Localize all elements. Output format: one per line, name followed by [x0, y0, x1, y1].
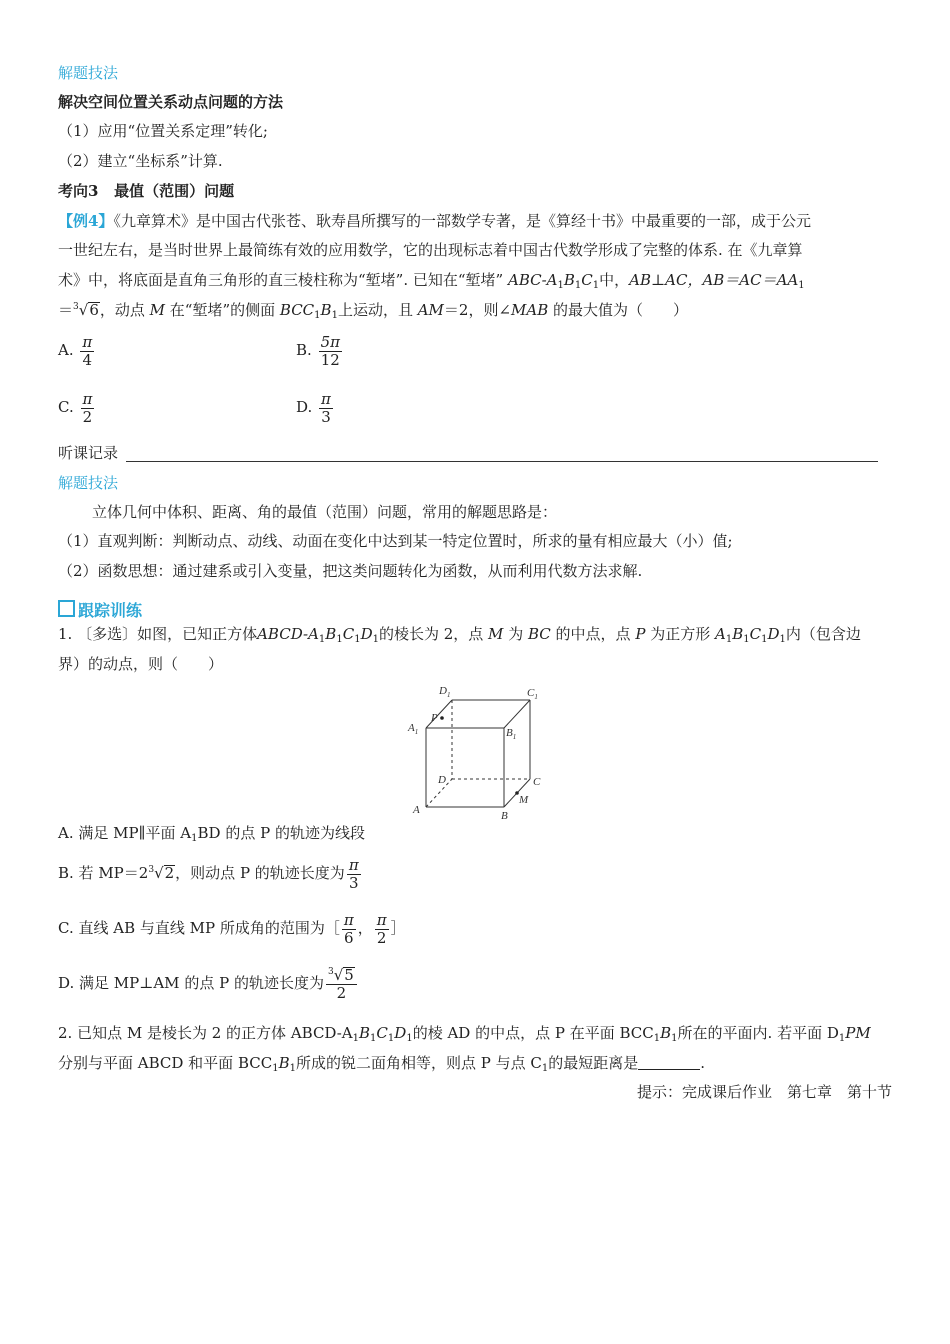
label-p: P	[431, 712, 438, 724]
example4-line4: ＝$^3$√6，动点 M 在“堑堵”的侧面 $BCC_1B_1$上运动，且 AM＝2，则∠MAB 的最大值为（ ）	[58, 301, 689, 321]
option-label: C.	[58, 398, 74, 416]
technique-line: （2）建立“坐标系”计算.	[58, 152, 223, 170]
example-tag: 【例4】	[58, 212, 114, 230]
technique-heading-2: 解题技法	[58, 474, 119, 492]
fraction-numerator: π	[343, 911, 354, 929]
option-label: D.	[296, 398, 313, 416]
fraction-numerator: 5π	[320, 333, 340, 351]
fraction-numerator: π	[82, 390, 93, 408]
kaoxiang-number: 考向3	[58, 182, 99, 200]
example4-line3: 术》中，将底面是直角三角形的直三棱柱称为“堑堵”. 已知在“堑堵” ABC-$A_1B_1C_1$中，AB⊥AC，$AB=AC=AA_1$	[58, 271, 805, 291]
root-value: 6	[89, 301, 99, 319]
text: 为正方形	[650, 625, 711, 643]
option-label: B.	[296, 341, 312, 359]
q1-option-d[interactable]: D. 满足 MP⊥AM 的点 P 的轨迹长度为 $\frac{^3√5}{2}$	[58, 967, 359, 1001]
fraction-denominator: 3	[348, 873, 359, 892]
point-p	[440, 716, 444, 720]
text: ］	[390, 919, 406, 937]
q2-line2: 分别与平面 ABCD 和平面 $BCC_1B_1$所成的锐二面角相等，则点 P 与点 $C_1$的最短距离是 .	[58, 1054, 706, 1074]
text: 分别与平面 ABCD 和平面 BCC	[58, 1054, 273, 1072]
kaoxiang-3	[58, 184, 234, 199]
hint-footer: 提示：完成课后作业 第七章 第十节	[636, 1083, 892, 1101]
kaoxiang-title: 最值（范围）问题	[114, 182, 235, 200]
tracking-practice-title	[58, 600, 142, 619]
fraction-denominator: 2	[376, 928, 387, 947]
text: A. 满足 MP∥平面 A	[58, 824, 192, 842]
technique-line: （2）函数思想：通过建系或引入变量，把这类问题转化为函数，从而利用代数方法求解.	[58, 562, 643, 580]
example4-option-b[interactable]	[296, 334, 344, 368]
text: ，动点	[99, 301, 150, 319]
q2-line1: 2. 已知点 M 是棱长为 2 的正方体 ABCD-$A_1B_1C_1D_1$的棱 AD 的中点，点 P 在平面 $BCC_1B_1$所在的平面内. 若平面 $D_1PM$	[58, 1024, 871, 1044]
text: ，则动点 P 的轨迹长度为	[175, 864, 345, 882]
example4-option-d[interactable]	[296, 391, 335, 425]
technique-line: 立体几何中体积、距离、角的最值（范围）问题，常用的解题思路是：	[92, 503, 558, 521]
text: PM	[845, 1024, 871, 1042]
q1-option-a[interactable]: A. 满足 MP∥平面 $A_1BD$ 的点 P 的轨迹为线段	[58, 824, 365, 844]
label-c1: $C_1$	[527, 687, 538, 701]
text: 术》中，将底面是直角三角形的直三棱柱称为“堑堵”. 已知在“堑堵”	[58, 271, 504, 289]
fraction-numerator: π	[376, 911, 387, 929]
label-m: M	[519, 794, 529, 806]
text: .	[700, 1054, 706, 1072]
fraction-denominator: 3	[321, 407, 331, 426]
text: 跟踪训练	[78, 601, 143, 620]
text: 的最短距离是	[548, 1054, 639, 1072]
technique-heading-1: 解题技法	[58, 64, 119, 82]
q1-line1: 1. 〔多选〕如图，已知正方体ABCD-$A_1B_1C_1D_1$的棱长为 2，点 M 为 BC 的中点，点 P 为正方形 $A_1B_1C_1D_1$内（包含边	[58, 625, 861, 645]
text: C. 直线 AB 与直线 MP 所成角的范围为［	[58, 919, 340, 937]
math: AB⊥AC，AB＝AC＝AA	[629, 271, 799, 289]
checkbox-icon	[58, 600, 75, 617]
text: D. 满足 MP⊥AM 的点 P 的轨迹长度为	[58, 974, 324, 992]
text: 的中点，点	[555, 625, 631, 643]
technique-line: （1）应用“位置关系定理”转化;	[58, 122, 268, 140]
fraction-denominator: 2	[82, 407, 93, 426]
text: 内（包含边	[785, 625, 861, 643]
q1-option-c[interactable]	[58, 912, 406, 946]
text: ＝	[58, 301, 74, 319]
root-value: 2	[164, 864, 175, 882]
label-b1: $B_1$	[506, 727, 517, 741]
example4-option-a[interactable]	[58, 334, 96, 368]
answer-blank[interactable]	[638, 1069, 700, 1070]
example4-line1	[58, 214, 811, 229]
fraction-numerator: π	[348, 856, 359, 874]
cube-figure	[400, 680, 560, 822]
label-a1: $A_1$	[408, 722, 419, 736]
cube-edge	[426, 700, 452, 728]
listen-record-label: 听课记录	[58, 444, 119, 462]
example4-option-c[interactable]	[58, 391, 96, 425]
fraction-numerator: π	[321, 390, 331, 408]
fraction-denominator: 12	[320, 350, 340, 369]
listen-record-line[interactable]	[126, 461, 878, 462]
text: 的棱长为 2，点	[378, 625, 484, 643]
text: 所成的锐二面角相等，则点 P 与点 C	[295, 1054, 542, 1072]
text: BD 的点 P 的轨迹为线段	[197, 824, 365, 842]
text: 2. 已知点 M 是棱长为 2 的正方体 ABCD-A	[58, 1024, 353, 1042]
text: 中，	[599, 271, 630, 289]
text: 的最大值为（ ）	[553, 301, 689, 319]
technique-line: （1）直观判断：判断动点、动线、动面在变化中达到某一特定位置时，所求的量有相应最大（小）值;	[58, 532, 733, 550]
technique-title-1: 解决空间位置关系动点问题的方法	[58, 93, 284, 111]
label-c: C	[533, 776, 541, 788]
fraction-numerator: π	[82, 333, 93, 351]
option-label: A.	[58, 341, 74, 359]
label-b: B	[501, 810, 508, 822]
text: ＝2，则∠	[443, 301, 512, 319]
text: B. 若 MP＝2	[58, 864, 149, 882]
label-d1: $D_1$	[439, 685, 451, 699]
q1-option-b[interactable]: B. 若 $MP=2^3√2$，则动点 P 的轨迹长度为 $\frac{\pi}{3}$	[58, 856, 359, 892]
fraction-denominator: 6	[344, 928, 354, 947]
text: ，	[357, 919, 373, 937]
root-value: 5	[344, 966, 354, 984]
math: ABC-A	[508, 271, 558, 289]
fraction-denominator: 4	[82, 350, 93, 369]
q1-line2: 界）的动点，则（ ）	[58, 655, 224, 673]
label-a: A	[413, 804, 420, 816]
text: 的棱 AD 的中点，点 P 在平面 BCC	[412, 1024, 654, 1042]
example4-line2: 一世纪左右，是当时世界上最简练有效的应用数学，它的出现标志着中国古代数学形成了完整的体系. 在《九章算	[58, 241, 803, 259]
text: 上运动，且	[337, 301, 418, 319]
text: 《九章算术》是中国古代张苍、耿寿昌所撰写的一部数学专著，是《算经十书》中最重要的一部，成于公元	[113, 212, 811, 230]
text: 1. 〔多选〕如图，已知正方体	[58, 625, 258, 643]
text: 为	[508, 625, 524, 643]
cube-edge	[504, 700, 530, 728]
fraction-denominator: 2	[336, 983, 347, 1002]
text: 在“堑堵”的侧面	[169, 301, 280, 319]
text: 所在的平面内. 若平面 D	[677, 1024, 839, 1042]
label-d: D	[438, 774, 446, 786]
